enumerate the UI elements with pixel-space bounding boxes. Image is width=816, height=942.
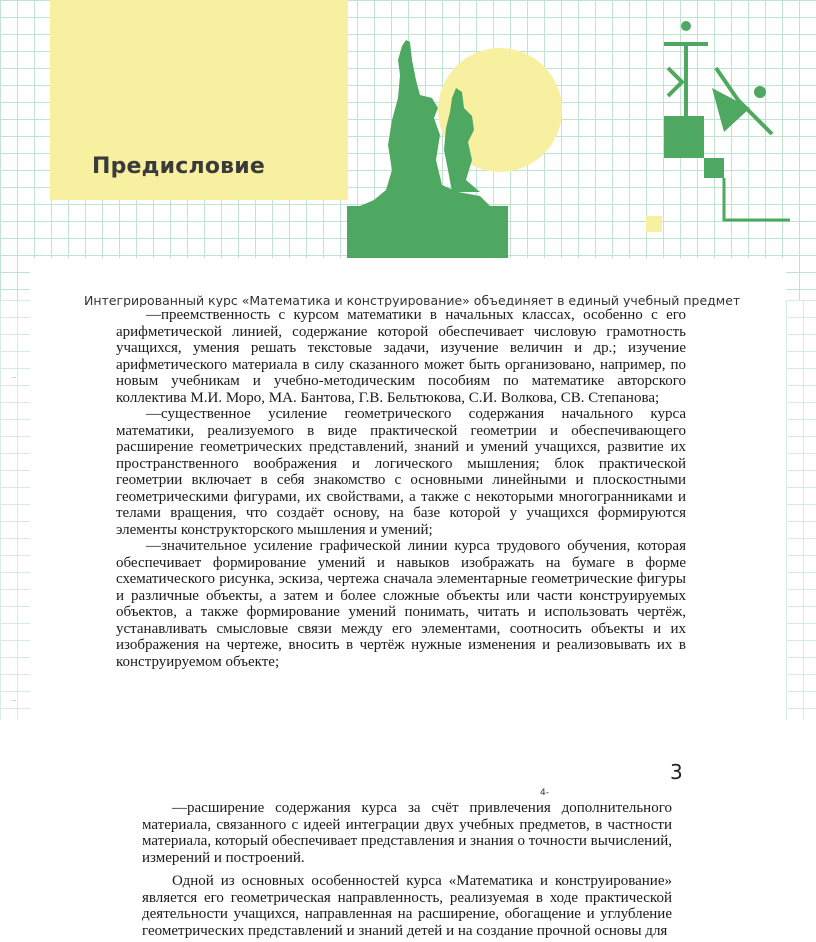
cut-off-intro-line: Интегрированный курс «Математика и конструирование» объединяет в единый учебный предмет bbox=[84, 293, 741, 307]
margin-tick bbox=[12, 700, 16, 701]
paragraph-continuity: —преемственность с курсом математики в начальных классах, особенно с его арифметической линией, содержание которой обеспечивает числовую грамотность учащихся, умения решать текстовые задачи, изучение величин и др.; изучение арифметического материала в силу сказанного может быть организовано, например, по новым учебникам и учебно-методическим пособиям по математике авторского коллектива М.И. Моро, МА. Бантова, Г.В. Бельтюкова, С.И. Волкова, СВ. Степанова; bbox=[116, 307, 686, 406]
right-grid-strip bbox=[786, 300, 816, 720]
margin-tick bbox=[12, 377, 16, 378]
small-page-marker: 4- bbox=[540, 788, 549, 798]
main-text-block bbox=[116, 307, 686, 670]
continued-text-block bbox=[142, 800, 672, 939]
paragraph-graphics: —значительное усиление графической линии курса трудового обучения, которая обеспечивает формирование умений и навыков изображать на бумаге в форме схематического рисунка, эскиза, чертежа сначала элементарные геометрические фигуры и различные объекты, а затем и более сложные объекты или части конструируемых объектов, а также формирование умений понимать, читать и использовать чертёж, устанавливать смысловые связи между его элементами, соотносить объекты и их изображения на чертеже, вносить в чертёж нужные изменения и реализовывать их в конструируемом объекте; bbox=[116, 538, 686, 670]
page-title: Предисловие bbox=[92, 154, 265, 179]
kangaroo-illustration bbox=[340, 20, 790, 265]
paragraph-features: Одной из основных особенностей курса «Математика и конструирование» является его геометрическая направленность, реализуемая в ходе практической деятельности учащихся, направленная на расширение, обогащение и углубление геометрических представлений и знаний детей и на создание прочной основы для bbox=[142, 873, 672, 939]
paragraph-geometry: —существенное усиление геометрического содержания начального курса математики, реализуемого в виде практической геометрии и обеспечивающего расширение геометрических представлений, знаний и умений учащихся, развитие их пространственного воображения и логического мышления; блок практической геометрии включает в себя знакомство с основными линейными и плоскостными геометрическими фигурами, их свойствами, а также с некоторыми многогранниками и телами вращения, что создаёт основу, на базе которой у учащихся формируются элементы конструкторского мышления и умений; bbox=[116, 406, 686, 538]
page-number: 3 bbox=[670, 760, 683, 784]
left-grid-strip bbox=[0, 300, 30, 720]
paragraph-extension: —расширение содержания курса за счёт привлечения дополнительного материала, связанного с идеей интеграции двух учебных предметов, в частности материала, который обеспечивает представления и знания о точности вычислений, измерений и построений. bbox=[142, 800, 672, 866]
